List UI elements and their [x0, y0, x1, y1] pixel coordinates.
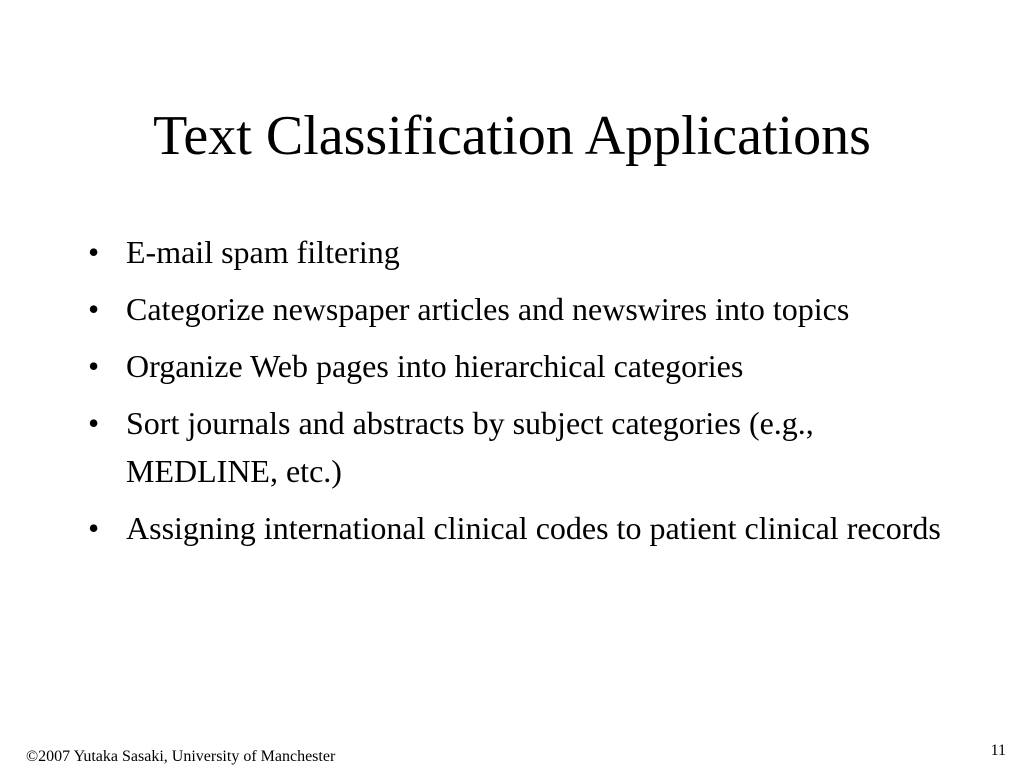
footer-copyright: ©2007 Yutaka Sasaki, University of Manchester	[26, 748, 336, 765]
bullet-icon: •	[88, 291, 100, 327]
bullet-icon: •	[88, 234, 100, 270]
bullet-text: Organize Web pages into hierarchical categories	[126, 348, 744, 384]
bullet-icon: •	[88, 348, 100, 384]
bullet-icon: •	[88, 510, 100, 546]
slide-title: Text Classification Applications	[153, 105, 871, 167]
bullet-item	[84, 504, 964, 552]
bullet-item	[84, 228, 964, 276]
bullet-item	[84, 399, 964, 495]
bullet-text: Categorize newspaper articles and newswires into topics	[126, 291, 850, 327]
bullet-icon: •	[88, 405, 100, 441]
bullet-item	[84, 285, 964, 333]
bullet-text: Assigning international clinical codes to patient clinical records	[126, 510, 941, 546]
bullet-text: Sort journals and abstracts by subject categories (e.g., MEDLINE, etc.)	[126, 405, 814, 489]
page-number: 11	[990, 742, 1006, 759]
bullet-text: E-mail spam filtering	[126, 234, 400, 270]
bullet-list	[84, 228, 964, 561]
bullet-item	[84, 342, 964, 390]
